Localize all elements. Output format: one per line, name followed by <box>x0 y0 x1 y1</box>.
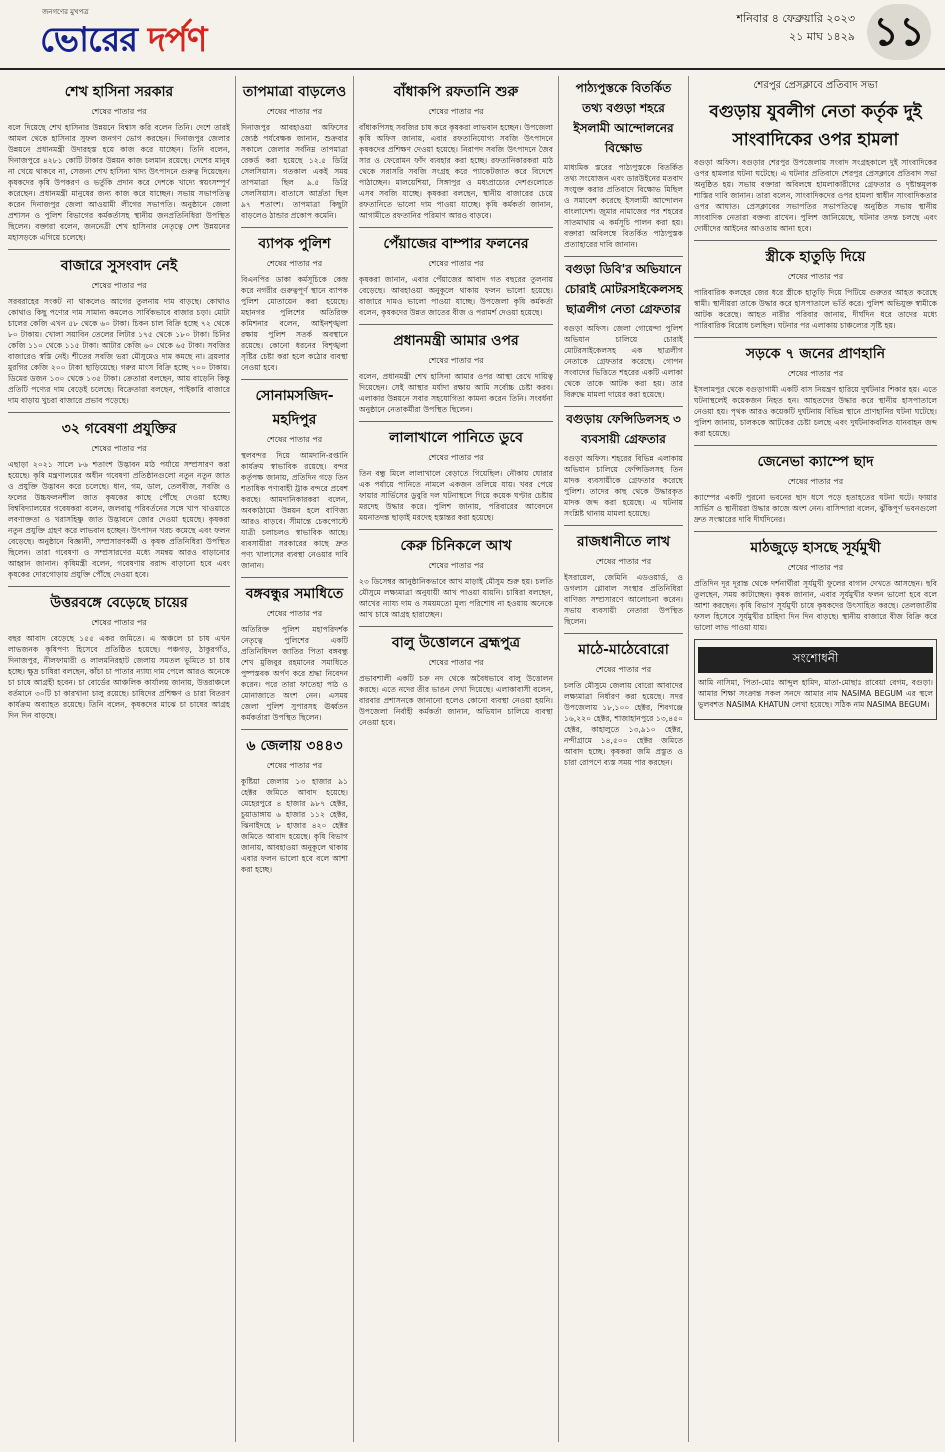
article <box>564 530 683 627</box>
article-body: প্রভাবশালী একটি চক্র নদ থেকে অবৈধভাবে বালু উত্তোলন করছে। এতে নদের তীর ভাঙন দেখা দিয়েছে। এলাকাবাসী বলেন, বারবার প্রশাসনকে জানানো হলেও কোনো ব্যবস্থা নেওয়া হয়নি। উপজেলা নির্বাহী কর্মকর্তা জানান, অভিযান চালিয়ে ব্যবস্থা নেওয়া হবে। <box>359 674 553 727</box>
column-rule <box>558 76 559 1442</box>
continued-from: শেষের পাতার পর <box>91 281 147 290</box>
article-body: বগুড়া অফিস। শহরের বিভিন্ন এলাকায় অভিযান চালিয়ে ফেন্সিডিলসহ তিন মাদক ব্যবসায়ীকে গ্রেফতার করেছে পুলিশ। তাদের কাছ থেকে উদ্ধারকৃত মাদক জব্দ করা হয়েছে। এ ঘটনায় সংশ্লিষ্ট থানায় মামলা হয়েছে। <box>564 454 683 518</box>
article-body: কৃষকরা জানান, এবার পেঁয়াজের আবাদ গত বছরের তুলনায় বেড়েছে। আবহাওয়া অনুকূলে থাকায় ফলন ভালো হয়েছে। বাজারে দামও ভালো পাওয়া যাচ্ছে। উপজেলা কৃষি কর্মকর্তা বলেন, কৃষকদের উন্নত জাতের বীজ ও পরামর্শ দেওয়া হয়েছে। <box>359 275 553 317</box>
article <box>694 450 937 525</box>
article <box>694 536 937 633</box>
article-headline: বগুড়া ডিবি'র অভিযানে চোরাই মোটরসাইকেলসহ ছাত্রলীগ নেতা গ্রেফতার <box>564 262 683 316</box>
divider <box>359 324 553 325</box>
article <box>694 245 937 331</box>
continued-from: শেষের পাতার পর <box>428 453 484 462</box>
article <box>8 417 230 580</box>
notice-body: আমি নাসিমা, পিতা-মোঃ আব্দুল হামিদ, মাতা-মোছাঃ রাবেয়া বেগম, বগুড়া। আমার শিক্ষা সংক্রান্ত সকল সনদে আমার নাম NASIMA BEGUM এর স্থলে ভুলবশত NASIMA KHATUN লেখা হয়েছে। সঠিক নাম NASIMA BEGUM। <box>698 678 933 709</box>
article-headline: শেখ হাসিনা সরকার <box>64 84 174 100</box>
column-4 <box>564 76 683 1442</box>
newspaper-logo <box>40 14 206 71</box>
article-body: কুষ্টিয়া জেলায় ১৩ হাজার ৯১ হেক্টর জমিতে আবাদ হয়েছে। মেহেরপুরে ৪ হাজার ৯৮৭ হেক্টর, চুয়াডাঙ্গায় ৬ হাজার ১১২ হেক্টর, ঝিনাইদহে ৮ হাজার ৪২০ হেক্টর জমিতে আবাদ হয়েছে। কৃষি বিভাগ জানায়, আবহাওয়া অনুকূলে থাকায় এবার ফলন ভালো হবে বলে আশা করা হচ্ছে। <box>241 777 348 874</box>
divider <box>694 337 937 338</box>
article <box>241 734 348 875</box>
article <box>241 384 348 571</box>
article-body: তিন বন্ধু মিলে লালাখালে বেড়াতে গিয়েছিল। নৌকায় ঘোরার এক পর্যায়ে পানিতে নামলে একজন তলিয়ে যায়। খবর পেয়ে ফায়ার সার্ভিসের ডুবুরি দল ঘটনাস্থলে গিয়ে কয়েক ঘণ্টার চেষ্টায় মরদেহ উদ্ধার করে। পুলিশ জানায়, পরিবারের আবেদনে ময়নাতদন্ত ছাড়াই মরদেহ হস্তান্তর করা হয়েছে। <box>359 469 553 522</box>
lead-headline: বগুড়ায় যুবলীগ নেতা কর্তৃক দুই সাংবাদিকের ওপর হামলা <box>709 102 922 150</box>
divider <box>359 421 553 422</box>
article-body: দিনাজপুর আবহাওয়া অফিসের জ্যেষ্ঠ পর্যবেক্ষক জানান, শুক্রবার সকালে জেলার সর্বনিম্ন তাপমাত্রা রেকর্ড করা হয়েছে ১২.৫ ডিগ্রি সেলসিয়াস। গতকাল একই সময় তাপমাত্রা ছিল ৯.৫ ডিগ্রি সেলসিয়াস। বাতাসে আর্দ্রতা ছিল ৯৭ শতাংশ। তাপমাত্রা কিছুটা বাড়লেও ঠান্ডার প্রকোপ কমেনি। <box>241 123 348 220</box>
continued-from: শেষের পাতার পর <box>787 477 844 486</box>
column-1 <box>8 76 230 1442</box>
continued-from: শেষের পাতার পর <box>266 761 323 770</box>
continued-from: শেষের পাতার পর <box>595 665 652 674</box>
article-body: ২৩ ডিসেম্বর আনুষ্ঠানিকভাবে আখ মাড়াই মৌসুম শুরু হয়। চলতি মৌসুমে লক্ষ্যমাত্রা অনুযায়ী আখ পাওয়া যায়নি। চাষিরা বলছেন, আখের ন্যায্য দাম ও সময়মতো মূল্য পরিশোধ না হওয়ায় অনেকে আখ চাষে আগ্রহ হারাচ্ছেন। <box>359 577 553 619</box>
divider <box>241 379 348 380</box>
divider <box>241 577 348 578</box>
article-headline: লালাখালে পানিতে ডুবে <box>389 430 523 446</box>
divider <box>359 529 553 530</box>
continued-from: শেষের পাতার পর <box>595 557 652 566</box>
divider <box>359 227 553 228</box>
date-line-2: ২১ মাঘ ১৪২৯ <box>789 30 855 43</box>
article <box>564 638 683 768</box>
divider <box>694 531 937 532</box>
article-headline: পেঁয়াজের বাম্পার ফলনের <box>383 236 529 252</box>
article <box>359 232 553 318</box>
article-headline: বাঁধাকপি রফতানি শুরু <box>393 84 519 100</box>
article-headline: কেরু চিনিকলে আখ <box>400 538 512 554</box>
article-body: বগুড়া অফিস। জেলা গোয়েন্দা পুলিশ অভিযান চালিয়ে চোরাই মোটরসাইকেলসহ এক ছাত্রলীগ নেতাকে গ্রেফতার করেছে। গোপন সংবাদের ভিত্তিতে শহরের একটি এলাকা থেকে তাকে আটক করা হয়। তার বিরুদ্ধে মামলা দায়ের করা হয়েছে। <box>564 324 683 399</box>
divider <box>564 633 683 634</box>
continued-from: শেষের পাতার পর <box>787 563 844 572</box>
article <box>8 254 230 406</box>
article-headline: তাপমাত্রা বাড়লেও <box>242 84 347 100</box>
notice-story <box>698 677 933 710</box>
column-3 <box>359 76 553 1442</box>
divider <box>241 729 348 730</box>
divider <box>564 406 683 407</box>
continued-from: শেষের পাতার পর <box>266 609 323 618</box>
article-body: বিএনপির ডাকা কর্মসূচিকে কেন্দ্র করে নগরীর গুরুত্বপূর্ণ স্থানে ব্যাপক পুলিশ মোতায়েন করা হয়েছে। মহানগর পুলিশের অতিরিক্ত কমিশনার বলেন, আইনশৃঙ্খলা রক্ষায় পুলিশ সতর্ক অবস্থানে রয়েছে। কোনো ধরনের বিশৃঙ্খলা সৃষ্টির চেষ্টা করা হলে কঠোর ব্যবস্থা নেওয়া হবে। <box>241 275 348 372</box>
article <box>241 232 348 373</box>
article-headline: বালু উত্তোলনে ব্রহ্মপুত্র <box>391 635 521 651</box>
article-headline: রাজধানীতে লাখ <box>576 534 671 550</box>
article-headline: মাঠে-মাঠেবোরো <box>578 642 669 658</box>
article-headline: পাঠ্যপুস্তকে বিতর্কিত তথ্য বগুড়া শহরে ইসলামী আন্দোলনের বিক্ষোভ <box>573 81 674 155</box>
continued-from: শেষের পাতার পর <box>428 356 484 365</box>
continued-from: শেষের পাতার পর <box>266 435 323 444</box>
column-rule <box>353 76 354 1442</box>
article <box>694 342 937 439</box>
article-headline: বগুড়ায় ফেন্সিডিলসহ ৩ ব্যবসায়ী গ্রেফতার <box>566 412 681 446</box>
article-headline: বঙ্গবন্ধুর সমাধিতে <box>245 586 344 602</box>
divider <box>359 626 553 627</box>
divider <box>564 525 683 526</box>
article-body: বলে দিয়েছে শেখ হাসিনার উন্নয়নে বিশ্বাস করি বলেন তিনি। দেশে তারই আমল থেকে হাসিনার সুফল জনগণ ভোগ করছেন। দিনাজপুর জেলার উন্নয়নে প্রধানমন্ত্রী উদারহস্ত হয়ে কাজ করে যাচ্ছেন। তিনি বলেন, দিনাজপুরে ৪২৮১ কোটি টাকার উন্নয়ন কাজ চলমান রয়েছে। দেশের মানুষ না খেয়ে থাকবে না, সেজন্য শেখ হাসিনা খাদ্য উৎপাদনে গুরুত্ব দিয়েছেন। কৃষকদের কৃষি উপকরণ ও ভর্তুকি প্রদান করে দেশকে খাদ্যে স্বয়ংসম্পূর্ণ করেছেন। প্রধানমন্ত্রী মানুষের জন্য কাজ করে যাচ্ছেন। সভায় সভাপতিত্ব করেন দিনাজপুর জেলা আওয়ামী লীগের সভাপতি। অনুষ্ঠানে জেলা প্রশাসন ও পুলিশ বিভাগের কর্মকর্তাসহ স্থানীয় জনপ্রতিনিধিরা উপস্থিত ছিলেন। বক্তারা বলেন, জননেত্রী শেখ হাসিনার নেতৃত্বে দেশ উন্নয়নের মহাসড়কে এগিয়ে চলেছে। <box>8 123 230 242</box>
article-body: ইসলামপুর থেকে বগুড়াগামী একটি বাস নিয়ন্ত্রণ হারিয়ে দুর্ঘটনার শিকার হয়। এতে ঘটনাস্থলেই কয়েকজন নিহত হন। আহতদের উদ্ধার করে স্থানীয় হাসপাতালে নেওয়া হয়। পৃথক আরও কয়েকটি দুর্ঘটনায় বিভিন্ন স্থানে প্রাণহানির ঘটনা ঘটেছে। পুলিশ জানায়, চালককে আটকের চেষ্টা চলছে এবং দুর্ঘটনাকবলিত যানবাহন জব্দ করা হয়েছে। <box>694 385 937 438</box>
article <box>8 80 230 243</box>
article-body: সরবরাহের সংকট না থাকলেও আগের তুলনায় দাম বাড়ছে। কোথাও কোথাও কিছু পণ্যের দাম সামান্য কমলেও সার্বিকভাবে বাজার চড়া। মোটা চালের কেজি এখন ৫৮ থেকে ৬০ টাকা। চিকন চাল বিক্রি হচ্ছে ৭২ থেকে ৮০ টাকায়। খোলা সয়াবিন তেলের লিটার ১৭৫ থেকে ১৮০ টাকা। চিনির কেজি ১১০ থেকে ১১৫ টাকা। আটার কেজি ৬০ থেকে ৬৫ টাকা। সবজির বাজারেও স্বস্তি নেই। শীতের সবজি ভরা মৌসুমেও দাম কমছে না। ব্রয়লার মুরগির কেজি ২০০ টাকা ছাড়িয়েছে। গরুর মাংস বিক্রি হচ্ছে ৭০০ টাকায়। ডিমের ডজন ১৩০ থেকে ১৩৫ টাকা। ক্রেতারা বলছেন, আয় বাড়েনি কিন্তু প্রতিটি পণ্যের দাম বেড়েই চলেছে। বিক্রেতারা বলছেন, পাইকারি বাজারে দাম বাড়ায় খুচরা বাজারে প্রভাব পড়েছে। <box>8 297 230 405</box>
logo-accent: দর্পণ <box>147 20 207 60</box>
article-headline: ৬ জেলায় ৩৪৪৩ <box>246 738 343 754</box>
continued-from: শেষের পাতার পর <box>787 369 844 378</box>
article-body: বাঁধাকপিসহ সবজির চাষ করে কৃষকরা লাভবান হচ্ছেন। উপজেলা কৃষি অফিস জানায়, এবার রফতানিযোগ্য সবজি উৎপাদনে কৃষকদের প্রশিক্ষণ দেওয়া হয়েছে। নিরাপদ সবজি উৎপাদনে জৈব সার ও ফেরোমন ফাঁদ ব্যবহার করা হচ্ছে। রফতানিকারকরা মাঠ থেকে সরাসরি সবজি সংগ্রহ করে প্যাকেটজাত করে বিদেশে পাঠাচ্ছেন। মালয়েশিয়া, সিঙ্গাপুর ও মধ্যপ্রাচ্যের দেশগুলোতে এসব সবজি যাচ্ছে। কৃষকরা বলছেন, স্থানীয় বাজারের চেয়ে রফতানিতে ভালো দাম পাওয়া যাচ্ছে। কৃষি কর্মকর্তা জানান, আগামীতে রফতানির পরিমাণ আরও বাড়বে। <box>359 123 553 220</box>
article-headline: সোনামসজিদ-মহদিপুর <box>255 388 334 428</box>
divider <box>8 249 230 250</box>
column-rule <box>235 76 236 1442</box>
issue-date <box>737 10 855 46</box>
article <box>359 534 553 620</box>
article-headline: ৩২ গবেষণা প্রযুক্তির <box>61 421 177 437</box>
article-body: মাধ্যমিক স্তরের পাঠ্যপুস্তকে বিতর্কিত তথ্য সংযোজন এবং ডারউইনের মতবাদ সংযুক্ত করার প্রতিবাদে বিক্ষোভ মিছিল ও সমাবেশ করেছে ইসলামী আন্দোলন বাংলাদেশ। জুমার নামাজের পর শহরের সাতমাথায় এ কর্মসূচি পালন করা হয়। বক্তারা অবিলম্বে বিতর্কিত পাঠ্যপুস্তক প্রত্যাহারের দাবি জানান। <box>564 163 683 249</box>
article <box>564 80 683 250</box>
article <box>359 80 553 221</box>
continued-from: শেষের পাতার পর <box>266 259 323 268</box>
article-body: স্থলবন্দর দিয়ে আমদানি-রপ্তানি কার্যক্রম স্বাভাবিক রয়েছে। বন্দর কর্তৃপক্ষ জানায়, প্রতিদিন গড়ে তিন শতাধিক পণ্যবাহী ট্রাক বন্দরে প্রবেশ করছে। আমদানিকারকরা বলেন, অবকাঠামো উন্নয়ন হলে বাণিজ্য আরও বাড়বে। সীমান্তে চেকপোস্টে যাত্রী চলাচলও স্বাভাবিক আছে। ব্যবসায়ীরা সরকারের কাছে দ্রুত পণ্য খালাসের ব্যবস্থা নেওয়ার দাবি জানান। <box>241 451 348 570</box>
article-headline: স্ত্রীকে হাতুড়ি দিয়ে <box>765 249 866 265</box>
divider <box>694 240 937 241</box>
article-headline: প্রধানমন্ত্রী আমার ওপর <box>393 333 519 349</box>
article <box>359 329 553 415</box>
article <box>8 591 230 721</box>
logo-main: ভোরের <box>40 20 148 60</box>
tagline: জনগণের মুখপত্র <box>42 8 89 16</box>
continued-from: শেষের পাতার পর <box>787 272 844 281</box>
article <box>359 631 553 728</box>
article-headline: সড়কে ৭ জনের প্রাণহানি <box>745 346 886 362</box>
column-2 <box>241 76 348 1442</box>
continued-from: শেষের পাতার পর <box>428 658 484 667</box>
divider <box>8 412 230 413</box>
notice-title: সংশোধনী <box>698 647 933 673</box>
divider <box>241 227 348 228</box>
article-headline: জেনেভা ক্যাম্পে ছাদ <box>757 454 874 470</box>
article-body: অতিরিক্ত পুলিশ মহাপরিদর্শক নেতৃত্বে পুলিশের একটি প্রতিনিধিদল জাতির পিতা বঙ্গবন্ধু শেখ মুজিবুর রহমানের সমাধিতে পুষ্পস্তবক অর্পণ করে শ্রদ্ধা নিবেদন করেন। পরে তারা ফাতেহা পাঠ ও মোনাজাতে অংশ নেন। এসময় জেলা পুলিশ সুপারসহ ঊর্ধ্বতন কর্মকর্তারা উপস্থিত ছিলেন। <box>241 625 348 722</box>
page-number: ১১ <box>867 4 931 60</box>
continued-from: শেষের পাতার পর <box>428 561 484 570</box>
article <box>564 411 683 519</box>
article-body: বলেন, প্রধানমন্ত্রী শেখ হাসিনা আমার ওপর আস্থা রেখে দায়িত্ব দিয়েছেন। সেই আস্থার মর্যাদা রক্ষায় আমি সর্বোচ্চ চেষ্টা করব। এলাকার উন্নয়নে সবার সহযোগিতা কামনা করেন তিনি। সংবর্ধনা অনুষ্ঠানে নেতাকর্মীরা উপস্থিত ছিলেন। <box>359 372 553 414</box>
article-headline: ব্যাপক পুলিশ <box>258 236 331 252</box>
article <box>241 582 348 723</box>
article-body: প্রতিদিন দূর দূরান্ত থেকে দর্শনার্থীরা সূর্যমুখী ফুলের বাগান দেখতে আসছেন। ছবি তুলছেন, সময় কাটাচ্ছেন। কৃষক জানান, এবার সূর্যমুখীর ফলন ভালো হবে বলে আশা করছেন। কৃষি বিভাগ সূর্যমুখী চাষে কৃষকদের উৎসাহিত করছে। তেলজাতীয় ফসল হিসেবে সূর্যমুখীর চাহিদা দিন দিন বাড়ছে। স্থানীয় বাজারে বীজ বিক্রি করে ভালো লাভ পাওয়া যায়। <box>694 579 937 632</box>
column-5 <box>694 76 937 1442</box>
article <box>564 261 683 400</box>
column-rule <box>688 76 689 1442</box>
divider <box>564 256 683 257</box>
continued-from: শেষের পাতার পর <box>266 107 323 116</box>
lead-kicker: শেরপুর প্রেসক্লাবে প্রতিবাদ সভা <box>753 80 878 91</box>
article-body: ইসরায়েল, জেমিনি এডওয়ার্ড, ও ডগলাস গ্লোবাল সংস্থার প্রতিনিধিরা বাণিজ্য সম্প্রসারণে আলোচনা করেন। সভায় ব্যবসায়ী নেতারা উপস্থিত ছিলেন। <box>564 573 683 626</box>
continued-from: শেষের পাতার পর <box>91 107 147 116</box>
lead-body: বগুড়া অফিস। বগুড়ার শেরপুর উপজেলায় সংবাদ সংগ্রহকালে দুই সাংবাদিকের ওপর হামলার ঘটনা ঘটেছে। এ ঘটনার প্রতিবাদে শেরপুর প্রেসক্লাবে প্রতিবাদ সভা অনুষ্ঠিত হয়। সভায় বক্তারা অবিলম্বে হামলাকারীদের গ্রেফতার ও দৃষ্টান্তমূলক শাস্তির দাবি জানান। তারা বলেন, সাংবাদিকদের ওপর হামলা স্বাধীন সাংবাদিকতার ওপর আঘাত। প্রেসক্লাবের সভাপতির সভাপতিত্বে অনুষ্ঠিত সভায় স্থানীয় সাংবাদিক নেতারা বক্তব্য রাখেন। পুলিশ জানিয়েছে, ঘটনার তদন্ত চলছে এবং দোষীদের আইনের আওতায় আনা হবে। <box>694 158 937 233</box>
article-headline: বাজারে সুসংবাদ নেই <box>60 258 178 274</box>
article-body: চলতি মৌসুমে জেলায় বোরো আবাদের লক্ষ্যমাত্রা নির্ধারণ করা হয়েছে। সদর উপজেলায় ১৮,১০০ হেক্টর, শিবগঞ্জে ১৬,২২০ হেক্টর, শাজাহানপুরে ১৩,৪৫০ হেক্টর, কাহালুতে ১৩,৯১০ হেক্টর, নন্দীগ্রামে ১৪,৫০০ হেক্টর জমিতে আবাদ হচ্ছে। কৃষকরা জমি প্রস্তুত ও চারা রোপণে ব্যস্ত সময় পার করছেন। <box>564 681 683 767</box>
article-body: ক্যাম্পের একটি পুরনো ভবনের ছাদ ধসে পড়ে হতাহতের ঘটনা ঘটে। ফায়ার সার্ভিস ও স্থানীয়রা উদ্ধার কাজে অংশ নেন। বাসিন্দারা বলেন, ঝুঁকিপূর্ণ ভবনগুলো দ্রুত সংস্কারের দাবি দীর্ঘদিনের। <box>694 493 937 524</box>
continued-from: শেষের পাতার পর <box>91 444 147 453</box>
article-body: পারিবারিক কলহের জের ধরে স্ত্রীকে হাতুড়ি দিয়ে পিটিয়ে গুরুতর আহত করেছে স্বামী। স্থানীয়রা তাকে উদ্ধার করে হাসপাতালে ভর্তি করে। পুলিশ অভিযুক্ত স্বামীকে আটক করেছে। আহত নারীর পরিবার জানায়, দীর্ঘদিন ধরে তাদের মধ্যে পারিবারিক বিরোধ চলছিল। ঘটনার পর এলাকায় চাঞ্চল্যের সৃষ্টি হয়। <box>694 288 937 330</box>
column-5-stories <box>694 245 937 633</box>
continued-from: শেষের পাতার পর <box>91 618 147 627</box>
notice-box <box>694 639 937 720</box>
lead-story <box>694 99 937 234</box>
divider <box>8 586 230 587</box>
article-headline: মাঠজুড়ে হাসছে সূর্যমুখী <box>750 540 881 556</box>
continued-from: শেষের পাতার পর <box>428 259 484 268</box>
article <box>359 426 553 523</box>
masthead <box>0 0 945 70</box>
continued-from: শেষের পাতার পর <box>428 107 484 116</box>
article-body: বছর আবাদ বেড়েছে ১৫৫ একর জমিতে। এ অঞ্চলে চা চাষ এখন লাভজনক কৃষিপণ্য হিসেবে প্রতিষ্ঠিত হয়েছে। পঞ্চগড়, ঠাকুরগাঁও, দিনাজপুর, নীলফামারী ও লালমনিরহাট জেলায় সমতল ভূমিতে চা চাষ হচ্ছে। ক্ষুদ্র চাষিরা বলছেন, কাঁচা চা পাতার ন্যায্য দাম পেলে আরও অনেকে চা চাষে আগ্রহী হবেন। চা বোর্ডের আঞ্চলিক কার্যালয় জানায়, উত্তরাঞ্চলে বর্তমানে ৩০টি চা কারখানা চালু রয়েছে। চাষিদের প্রশিক্ষণ ও চারা বিতরণ কার্যক্রম অব্যাহত রয়েছে। তিনি বলেন, কৃষকদের মাঝে চা চাষের আগ্রহ দিন দিন বাড়ছে। <box>8 634 230 720</box>
article-body: এছাড়া ২০২১ সালে ৮৬ শতাংশ উদ্ভাবন মাঠ পর্যায়ে সম্প্রসারণ করা হয়েছে। কৃষি মন্ত্রণালয়ের অধীন গবেষণা প্রতিষ্ঠানগুলো নতুন নতুন জাত ও প্রযুক্তি উদ্ভাবন করে চলেছে। ধান, গম, ডাল, তেলবীজ, সবজি ও ফলের উচ্চফলনশীল জাত কৃষকের কাছে পৌঁছে দেওয়া হচ্ছে। বিশ্ববিদ্যালয়ের গবেষকরা বলেন, জলবায়ু পরিবর্তনের সঙ্গে খাপ খাওয়াতে লবণাক্ততা ও খরাসহিষ্ণু জাত উদ্ভাবনে জোর দেওয়া হয়েছে। কৃষকরা নতুন প্রযুক্তি গ্রহণ করে লাভবান হচ্ছেন। উৎপাদন খরচ কমেছে এবং ফলন বেড়েছে। অনুষ্ঠানে বিজ্ঞানী, সম্প্রসারণকর্মী ও কৃষক প্রতিনিধিরা উপস্থিত ছিলেন। তারা গবেষণা ও সম্প্রসারণের মধ্যে সমন্বয় আরও বাড়ানোর আহ্বান জানান। কৃষিমন্ত্রী বলেন, গবেষণায় বরাদ্দ বাড়ানো হবে এবং কৃষকের দোরগোড়ায় প্রযুক্তি পৌঁছে দেওয়া হবে। <box>8 460 230 579</box>
article <box>241 80 348 221</box>
article-headline: উত্তরবঙ্গে বেড়েছে চায়ের <box>50 595 188 611</box>
date-line-1: শনিবার ৪ ফেব্রুয়ারি ২০২৩ <box>736 12 855 25</box>
divider <box>694 445 937 446</box>
